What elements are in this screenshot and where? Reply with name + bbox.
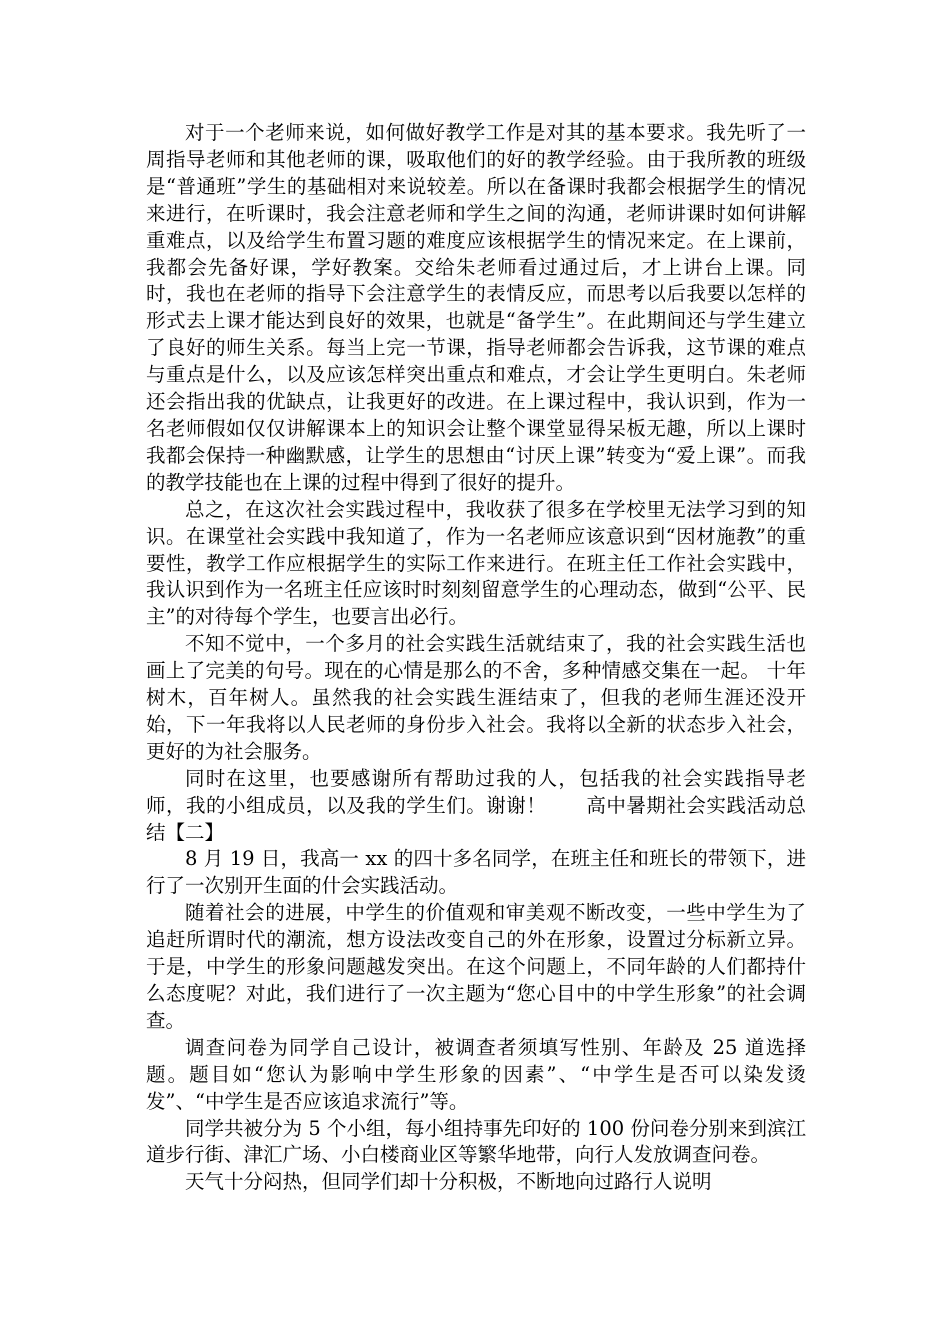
paragraph-aug19: 8 月 19 日，我高一 xx 的四十多名同学，在班主任和班长的带领下，进行了一次别开生面的什会实践活动。 [146,847,806,898]
paragraph-groups: 同学共被分为 5 个小组，每小组持事先印好的 100 份问卷分别来到滨江道步行街、津汇广场、小白楼商业区等繁华地带，向行人发放调查问卷。 [146,1116,806,1167]
paragraph-questionnaire: 调查问卷为同学自己设计，被调查者须填写性别、年龄及 25 道选择题。题目如“您认为影响中学生形象的因素”、“中学生是否可以染发烫发”、“中学生是否应该追求流行”等。 [146,1035,806,1113]
paragraph-thanks: 同时在这里，也要感谢所有帮助过我的人，包括我的社会实践指导老师，我的小组成员，以及我的学生们。谢谢！ 高中暑期社会实践活动总结【二】 [146,766,806,844]
paragraph-weather: 天气十分闷热，但同学们却十分积极，不断地向过路行人说明 [185,1170,712,1194]
paragraph-teaching-work: 对于一个老师来说，如何做好教学工作是对其的基本要求。我先听了一周指导老师和其他老师的课，吸取他们的好的教学经验。由于我所教的班级是“普通班”学生的基础相对来说较差。所以在备课时我都会根据学生的情况来进行，在听课时，我会注意老师和学生之间的沟通，老师讲课时如何讲解重难点，以及给学生布置习题的难度应该根据学生的情况来定。在上课前，我都会先备好课，学好教案。交给朱老师看过通过后，才上讲台上课。同时，我也在老师的指导下会注意学生的表情反应，而思考以后我要以怎样的形式去上课才能达到良好的效果，也就是“备学生”。在此期间还与学生建立了良好的师生关系。每当上完一节课，指导老师都会告诉我，这节课的难点与重点是什么，以及应该怎样突出重点和难点，才会让学生更明白。朱老师还会指出我的优缺点，让我更好的改进。在上课过程中，我认识到，作为一名老师假如仅仅讲解课本上的知识会让整个课堂显得呆板无趣，所以上课时我都会保持一种幽默感，让学生的思想由“讨厌上课”转变为“爱上课”。而我的教学技能也在上课的过程中得到了很好的提升。 [146,121,806,494]
document-body [146,120,806,1196]
paragraph-ending: 不知不觉中，一个多月的社会实践生活就结束了，我的社会实践生活也画上了完美的句号。现在的心情是那么的不舍，多种情感交集在一起。 十年树木，百年树人。虽然我的社会实践生涯结束了，但我的老师生涯还没开始，下一年我将以人民老师的身份步入社会。我将以全新的状态步入社会，更好的为社会服务。 [146,632,806,763]
paragraph-summary: 总之，在这次社会实践过程中，我收获了很多在学校里无法学习到的知识。在课堂社会实践中我知道了，作为一名老师应该意识到“因材施教”的重要性，教学工作应根据学生的实际工作来进行。在班主任工作社会实践中，我认识到作为一名班主任应该时时刻刻留意学生的心理动态，做到“公平、民主”的对待每个学生，也要言出必行。 [146,497,806,629]
paragraph-survey-intro: 随着社会的进展，中学生的价值观和审美观不断改变，一些中学生为了追赶所谓时代的潮流，想方设法改变自己的外在形象，设置过分标新立异。于是，中学生的形象问题越发突出。在这个问题上，不同年龄的人们都持什么态度呢？对此，我们进行了一次主题为“您心目中的中学生形象”的社会调查。 [146,901,806,1032]
